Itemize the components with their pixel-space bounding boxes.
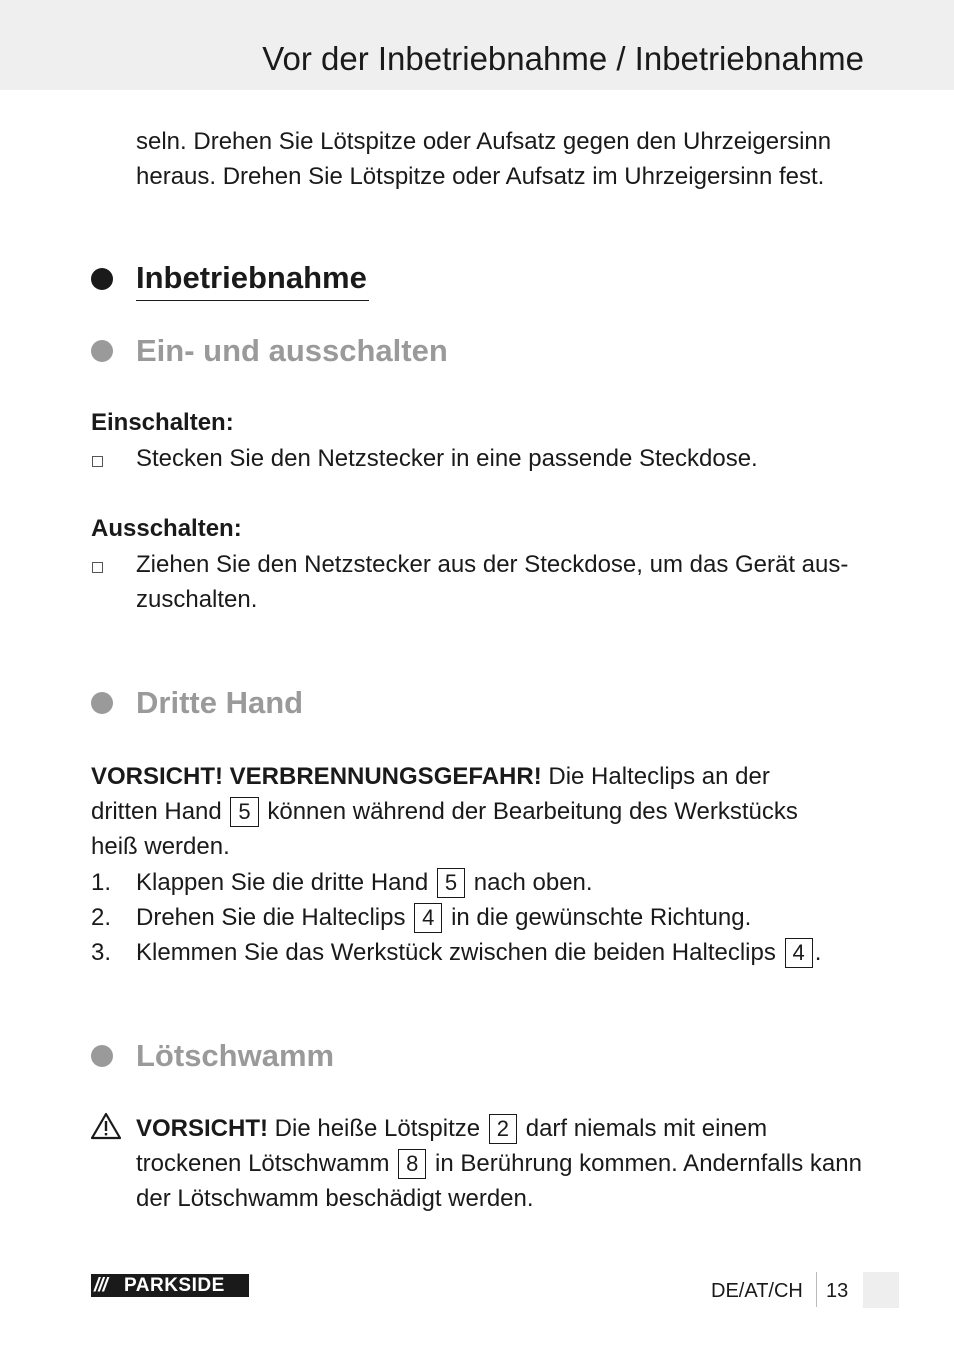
step-text-b: nach oben. — [473, 869, 593, 896]
switch-off-line: zuschalten. — [136, 586, 258, 613]
subsection-bullet-icon — [91, 692, 113, 714]
subsection-bullet-icon — [91, 340, 113, 362]
step-text-a: Klappen Sie die dritte Hand — [136, 869, 429, 896]
caution-text: der Lötschwamm beschädigt werden. — [136, 1185, 534, 1212]
burn-warning — [91, 759, 851, 864]
warning-bold: VORSICHT! VERBRENNUNGSGEFAHR! — [91, 763, 542, 790]
caution-bold: VORSICHT! — [136, 1115, 268, 1142]
warning-text: dritten Hand — [91, 798, 222, 825]
step-text — [136, 900, 751, 935]
checkbox-icon — [92, 456, 103, 467]
intro-line: heraus. Drehen Sie Lötspitze oder Aufsatz im Uhrzeigersinn fest. — [136, 163, 825, 190]
parkside-logo — [91, 1274, 249, 1297]
warning-text: können während der Bearbeitung des Werkstücks — [267, 798, 798, 825]
caution-text: darf niemals mit einem — [525, 1115, 768, 1142]
step-text-b: in die gewünschte Richtung. — [451, 904, 752, 931]
switch-off-label: Ausschalten: — [91, 515, 242, 542]
switch-off-text — [136, 547, 866, 617]
section-bullet-icon — [91, 268, 113, 290]
logo-slashes: /// — [94, 1275, 107, 1296]
step-text-a: Klemmen Sie das Werkstück zwischen die beiden Halteclips — [136, 939, 776, 966]
step-text — [136, 865, 593, 900]
subsection-heading-switch: Ein- und ausschalten — [136, 333, 448, 368]
intro-paragraph — [136, 124, 876, 194]
section-heading-main: Inbetriebnahme — [136, 258, 369, 301]
footer-region: DE/AT/CH — [711, 1280, 803, 1302]
caution-text: in Berührung kommen. Andernfalls kann — [435, 1150, 862, 1177]
switch-on-label: Einschalten: — [91, 409, 234, 436]
subsection-bullet-icon — [91, 1045, 113, 1067]
checkbox-icon — [92, 562, 103, 573]
page-title: Vor der Inbetriebnahme / Inbetriebnahme — [262, 40, 864, 77]
footer-divider — [816, 1272, 817, 1307]
switch-on-text: Stecken Sie den Netzstecker in eine passende Steckdose. — [136, 445, 758, 472]
warning-text: Die Halteclips an der — [548, 763, 770, 790]
logo-text: PARKSIDE — [124, 1275, 225, 1296]
step-text-a: Drehen Sie die Halteclips — [136, 904, 406, 931]
step-text-b: . — [814, 939, 822, 966]
step-number: 2. — [91, 904, 112, 931]
caution-text: Die heiße Lötspitze — [274, 1115, 481, 1142]
intro-line: seln. Drehen Sie Lötspitze oder Aufsatz gegen den Uhrzeigersinn — [136, 128, 832, 155]
page-number: 13 — [826, 1280, 849, 1302]
subsection-heading-sponge: Lötschwamm — [136, 1038, 335, 1073]
sponge-caution — [136, 1111, 876, 1216]
warning-text: heiß werden. — [91, 833, 230, 860]
part-ref-box: 4 — [414, 903, 442, 933]
step-number: 3. — [91, 939, 112, 966]
part-ref-box: 5 — [437, 868, 465, 898]
part-ref-box: 2 — [489, 1114, 517, 1144]
part-ref-box: 8 — [398, 1149, 426, 1179]
footer-tab — [863, 1272, 899, 1308]
step-number: 1. — [91, 869, 112, 896]
part-ref-box: 5 — [230, 797, 258, 827]
part-ref-box: 4 — [785, 938, 813, 968]
subsection-heading-hand: Dritte Hand — [136, 685, 304, 720]
switch-off-line: Ziehen Sie den Netzstecker aus der Steckdose, um das Gerät aus- — [136, 551, 849, 578]
step-text — [136, 935, 821, 970]
caution-text: trockenen Lötschwamm — [136, 1150, 390, 1177]
warning-triangle-icon — [90, 1112, 122, 1140]
